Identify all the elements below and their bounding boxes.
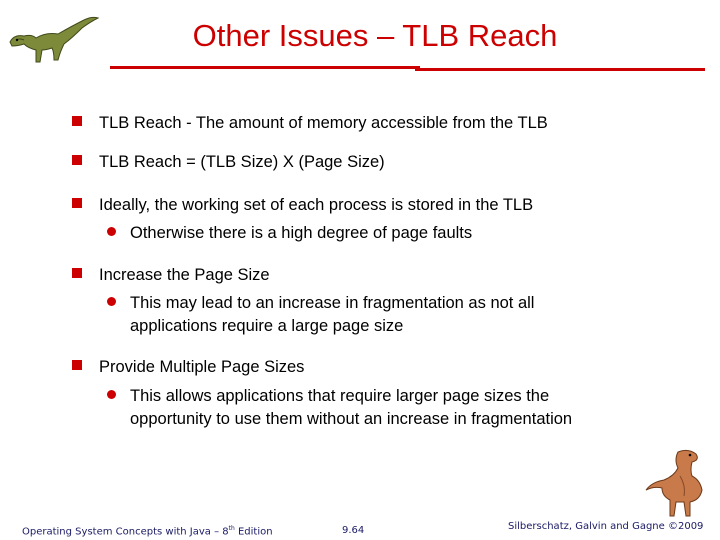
- round-bullet-icon: [107, 297, 116, 306]
- footer-book-title: Operating System Concepts with Java – 8: [22, 526, 229, 538]
- footer-book-sup: th: [228, 525, 235, 532]
- slide-title: Other Issues – TLB Reach: [192, 18, 558, 53]
- round-bullet-icon: [107, 227, 116, 236]
- bullet-item: [72, 111, 548, 135]
- round-bullet-icon: [107, 390, 116, 399]
- dinosaur-logo-icon: [6, 12, 101, 70]
- footer-book-tail: Edition: [234, 526, 273, 538]
- square-bullet-icon: [72, 360, 82, 370]
- footer-authors: Silberschatz, Galvin and Gagne ©2009: [508, 521, 704, 532]
- bullet-text: TLB Reach = (TLB Size) X (Page Size): [99, 153, 385, 171]
- bullet-text: Provide Multiple Page Sizes: [99, 358, 305, 376]
- footer-page-number: 9.64: [342, 525, 365, 536]
- bullet-text: Ideally, the working set of each process is stored in the TLB: [99, 196, 534, 214]
- square-bullet-icon: [72, 268, 82, 278]
- square-bullet-icon: [72, 116, 82, 126]
- sub-bullet-item: [107, 222, 627, 245]
- footer-book: [22, 525, 273, 537]
- bullet-item: [72, 263, 270, 287]
- square-bullet-icon: [72, 155, 82, 165]
- bullet-text: TLB Reach - The amount of memory accessible from the TLB: [99, 114, 548, 132]
- bullet-item: [72, 355, 304, 379]
- title-underline: [110, 66, 420, 69]
- sub-bullet-text: This may lead to an increase in fragmentation as not all applications require a large page size: [130, 294, 535, 335]
- bullet-item: [72, 193, 533, 217]
- sub-bullet-text: This allows applications that require larger page sizes the opportunity to use them without an increase in fragmentation: [130, 387, 573, 428]
- square-bullet-icon: [72, 198, 82, 208]
- bullet-item: [72, 150, 385, 174]
- sub-bullet-text: Otherwise there is a high degree of page faults: [130, 224, 473, 242]
- bullet-text: Increase the Page Size: [99, 266, 270, 284]
- sub-bullet-item: [107, 292, 577, 338]
- title-underline-right: [415, 68, 705, 71]
- dinosaur-bottom-icon: [640, 446, 710, 522]
- sub-bullet-item: [107, 385, 627, 431]
